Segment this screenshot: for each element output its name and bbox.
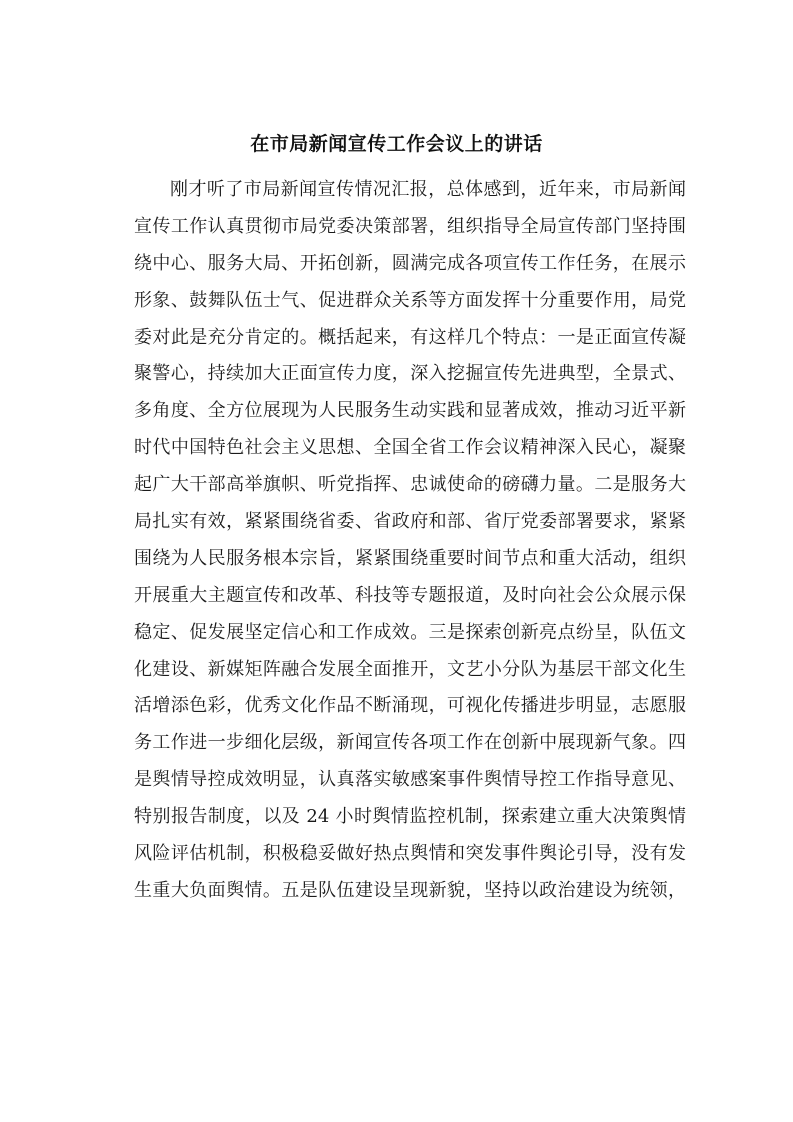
document-title: 在市局新闻宣传工作会议上的讲话 (250, 133, 543, 155)
paragraph-line: 围绕为人民服务根本宗旨，紧紧围绕重要时间节点和重大活动，组织 (134, 547, 686, 569)
paragraph-line: 是舆情导控成效明显，认真落实敏感案事件舆情导控工作指导意见、 (134, 769, 686, 791)
paragraph-line: 化建设、新媒矩阵融合发展全面推开，文艺小分队为基层干部文化生 (134, 658, 686, 680)
paragraph-line: 生重大负面舆情。五是队伍建设呈现新貌，坚持以政治建设为统领， (134, 879, 686, 901)
paragraph-line: 特别报告制度，以及 24 小时舆情监控机制，探索建立重大决策舆情 (134, 806, 686, 828)
paragraph-line: 刚才听了市局新闻宣传情况汇报，总体感到，近年来，市局新闻 (170, 179, 686, 200)
paragraph-line: 务工作进一步细化层级，新闻宣传各项工作在创新中展现新气象。四 (134, 732, 686, 754)
document-body (134, 172, 686, 910)
paragraph-line: 起广大干部高举旗帜、听党指挥、忠诚使命的磅礴力量。二是服务大 (134, 474, 686, 496)
paragraph-line: 多角度、全方位展现为人民服务生动实践和显著成效，推动习近平新 (134, 400, 686, 422)
paragraph-line: 风险评估机制，积极稳妥做好热点舆情和突发事件舆论引导，没有发 (134, 843, 686, 865)
paragraph-line: 聚警心，持续加大正面宣传力度，深入挖掘宣传先进典型，全景式、 (134, 363, 686, 385)
paragraph-line: 稳定、促发展坚定信心和工作成效。三是探索创新亮点纷呈，队伍文 (134, 621, 686, 643)
paragraph-line: 局扎实有效，紧紧围绕省委、省政府和部、省厅党委部署要求，紧紧 (134, 511, 686, 533)
paragraph-line: 活增添色彩，优秀文化作品不断涌现，可视化传播进步明显，志愿服 (134, 695, 686, 717)
paragraph-line: 宣传工作认真贯彻市局党委决策部署，组织指导全局宣传部门坚持围 (134, 215, 686, 237)
paragraph-line: 开展重大主题宣传和改革、科技等专题报道，及时向社会公众展示保 (134, 584, 686, 606)
paragraph-line: 绕中心、服务大局、开拓创新，圆满完成各项宣传工作任务，在展示 (134, 252, 686, 274)
paragraph-line: 委对此是充分肯定的。概括起来，有这样几个特点：一是正面宣传凝 (134, 326, 686, 348)
paragraph-line: 时代中国特色社会主义思想、全国全省工作会议精神深入民心，凝聚 (134, 437, 686, 459)
paragraph-line: 形象、鼓舞队伍士气、促进群众关系等方面发挥十分重要作用，局党 (134, 289, 686, 311)
